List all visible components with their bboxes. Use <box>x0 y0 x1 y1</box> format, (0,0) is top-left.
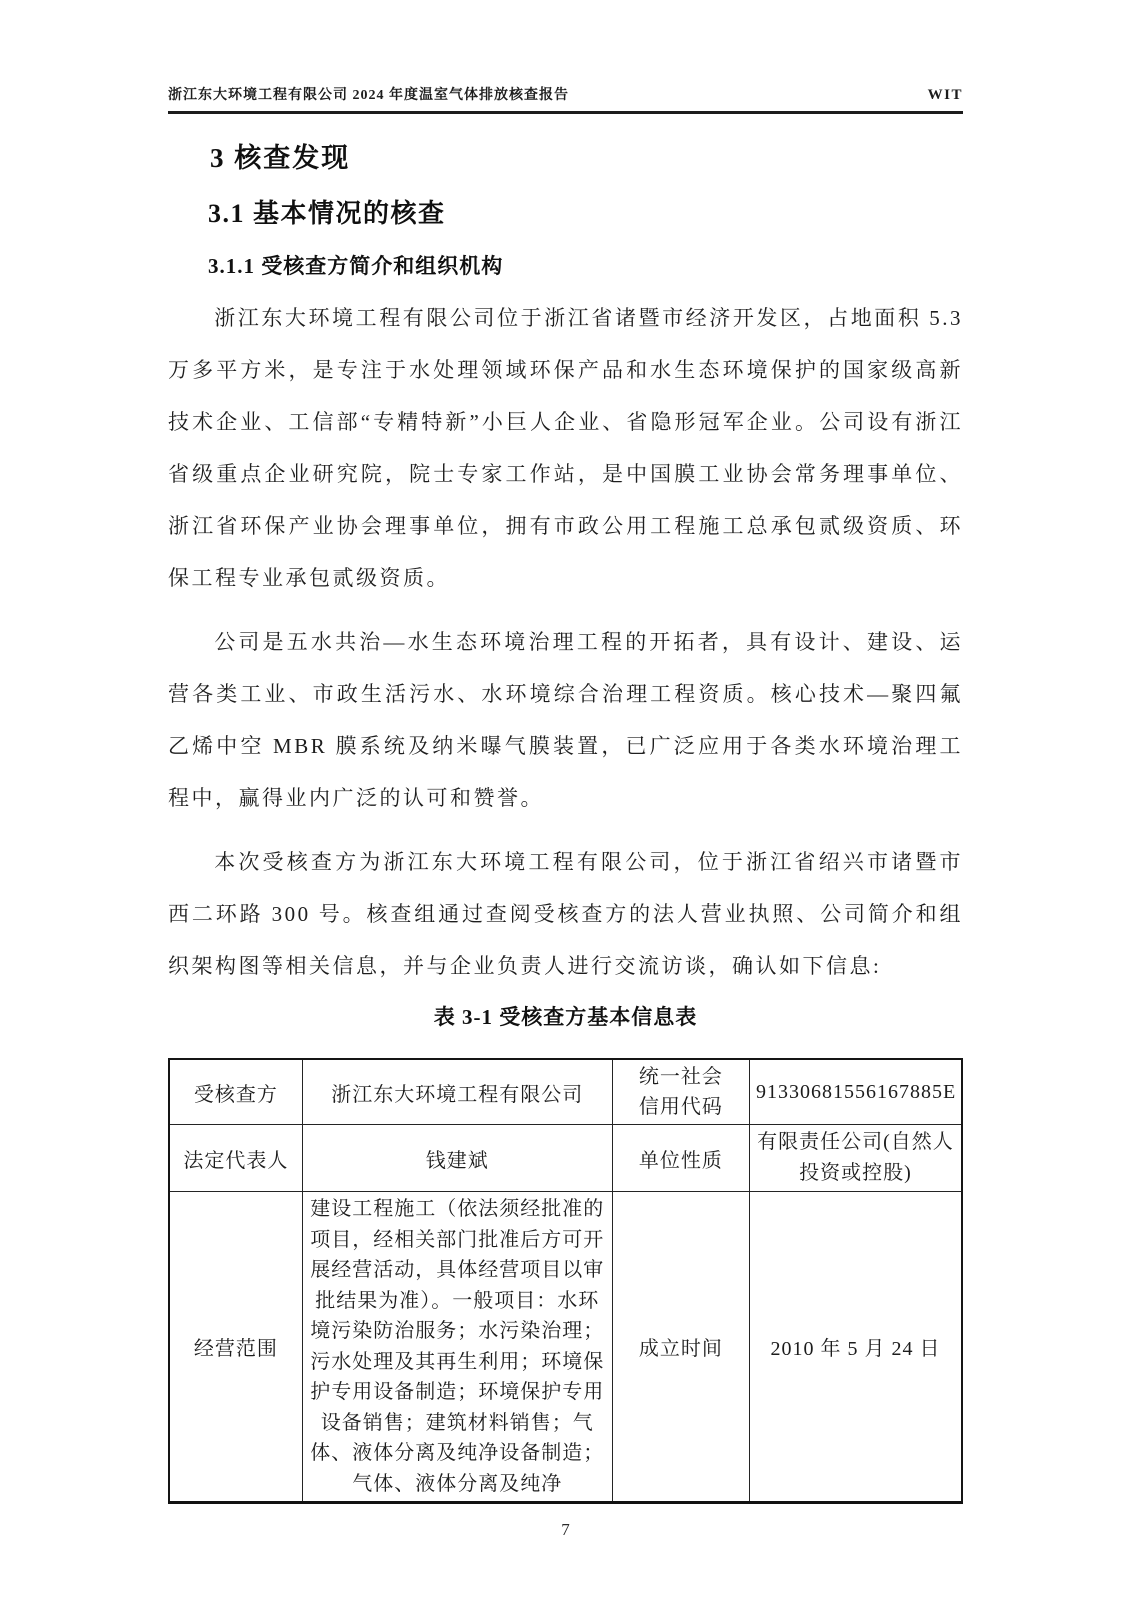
value-credit-code: 91330681556167885E <box>749 1059 962 1125</box>
label-legal-representative: 法定代表人 <box>169 1125 302 1192</box>
basic-info-table <box>168 1058 963 1504</box>
subsection-heading-3-1: 3.1 基本情况的核查 <box>208 199 446 228</box>
subsubsection-heading-3-1-1: 3.1.1 受核查方简介和组织机构 <box>208 254 504 278</box>
label-business-scope: 经营范围 <box>169 1192 302 1503</box>
value-verified-party: 浙江东大环境工程有限公司 <box>302 1059 612 1125</box>
value-entity-type: 有限责任公司(自然人投资或控股) <box>749 1125 962 1192</box>
label-verified-party: 受核查方 <box>169 1059 302 1125</box>
label-credit-code <box>612 1059 749 1125</box>
header-wit-mark: WIT <box>927 87 963 103</box>
value-legal-representative: 钱建斌 <box>302 1125 612 1192</box>
table-title: 表 3-1 受核查方基本信息表 <box>433 1005 698 1029</box>
value-business-scope: 建设工程施工（依法须经批准的项目，经相关部门批准后方可开展经营活动，具体经营项目以审批结果为准）。一般项目：水环境污染防治服务；水污染治理；污水处理及其再生利用；环境保护专用设备制造；环境保护专用设备销售；建筑材料销售；气体、液体分离及纯净设备制造；气体、液体分离及纯净 <box>302 1192 612 1503</box>
paragraph-company-technology: 公司是五水共治—水生态环境治理工程的开拓者，具有设计、建设、运营各类工业、市政生活污水、水环境综合治理工程资质。核心技术—聚四氟乙烯中空 MBR 膜系统及纳米曝气膜装置，已广泛应用于各类水环境治理工程中，赢得业内广泛的认可和赞誉。 <box>168 630 963 810</box>
table-row-legal-representative <box>169 1125 962 1192</box>
label-establishment-date: 成立时间 <box>612 1192 749 1503</box>
page-header <box>168 0 963 114</box>
page-number: 7 <box>561 1520 570 1539</box>
paragraph-verification-scope: 本次受核查方为浙江东大环境工程有限公司，位于浙江省绍兴市诸暨市西二环路 300 号。核查组通过查阅受核查方的法人营业执照、公司简介和组织架构图等相关信息，并与企业负责人进行交流访谈，确认如下信息: <box>168 850 963 978</box>
paragraph-company-overview: 浙江东大环境工程有限公司位于浙江省诸暨市经济开发区，占地面积 5.3 万多平方米，是专注于水处理领域环保产品和水生态环境保护的国家级高新技术企业、工信部“专精特新”小巨人企业、省隐形冠军企业。公司设有浙江省级重点企业研究院，院士专家工作站，是中国膜工业协会常务理事单位、浙江省环保产业协会理事单位，拥有市政公用工程施工总承包贰级资质、环保工程专业承包贰级资质。 <box>168 306 963 590</box>
label-entity-type: 单位性质 <box>612 1125 749 1192</box>
table-row-verified-party <box>169 1059 962 1125</box>
section-heading-3: 3 核查发现 <box>210 143 351 173</box>
label-credit-code-text: 统一社会信用代码 <box>638 1066 723 1118</box>
value-establishment-date: 2010 年 5 月 24 日 <box>749 1192 962 1503</box>
header-report-title: 浙江东大环境工程有限公司 2024 年度温室气体排放核查报告 <box>168 88 569 103</box>
table-row-business-scope <box>169 1192 962 1503</box>
